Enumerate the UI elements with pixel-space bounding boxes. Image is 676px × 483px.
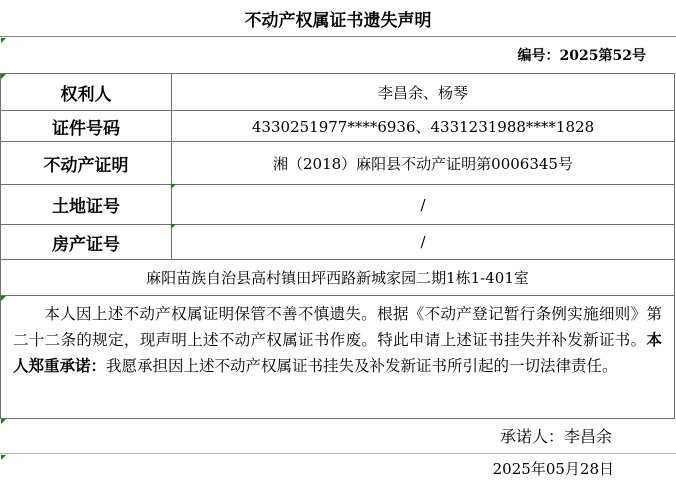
table-row xyxy=(1,74,675,111)
house-certificate-label: 房产证号 xyxy=(1,225,172,260)
owner-label: 权利人 xyxy=(1,74,172,111)
declaration-date: 2025年05月28日 xyxy=(492,460,614,478)
signer-line: 承诺人：李昌余 xyxy=(0,418,676,454)
commitment-text: 我愿承担因上述不动产权属证书挂失及补发新证书所引起的一切法律责任。 xyxy=(106,357,618,375)
table-row xyxy=(1,296,675,419)
table-row xyxy=(1,185,675,225)
statement-paragraph xyxy=(1,296,675,419)
info-table xyxy=(0,73,675,419)
cell-marker-icon xyxy=(1,419,6,424)
id-number-label: 证件号码 xyxy=(1,111,172,142)
owner-value: 李昌余、杨琴 xyxy=(172,74,675,111)
solemn-commitment-label: 本人郑重承诺： xyxy=(13,330,662,375)
document-title: 不动产权属证书遗失声明 xyxy=(0,0,676,37)
property-certificate-value: 湘（2018）麻阳县不动产证明第0006345号 xyxy=(172,142,675,185)
cell-marker-icon xyxy=(1,455,6,460)
cell-marker-icon xyxy=(171,224,176,229)
house-certificate-value: / xyxy=(172,225,675,260)
document-number: 编号：2025第52号 xyxy=(517,48,646,64)
cell-marker-icon xyxy=(171,184,176,189)
property-certificate-label: 不动产证明 xyxy=(1,142,172,185)
id-number-value: 4330251977****6936、4331231988****1828 xyxy=(172,111,675,142)
cell-marker-icon xyxy=(1,296,6,301)
property-address: 麻阳苗族自治县高村镇田坪西路新城家园二期1栋1-401室 xyxy=(1,260,675,296)
table-row xyxy=(1,225,675,260)
cell-marker-icon xyxy=(1,74,6,79)
land-certificate-label: 土地证号 xyxy=(1,185,172,225)
table-row xyxy=(1,142,675,185)
table-row xyxy=(1,111,675,142)
cell-marker-icon xyxy=(1,38,6,43)
statement-text: 本人因上述不动产权属证明保管不善不慎遗失。根据《不动产登记暂行条例实施细则》第二十二条的规定，现声明上述不动产权属证书作废。特此申请上述证书挂失并补发新证书。 xyxy=(13,305,662,349)
table-row xyxy=(1,260,675,296)
land-certificate-value: / xyxy=(172,185,675,225)
